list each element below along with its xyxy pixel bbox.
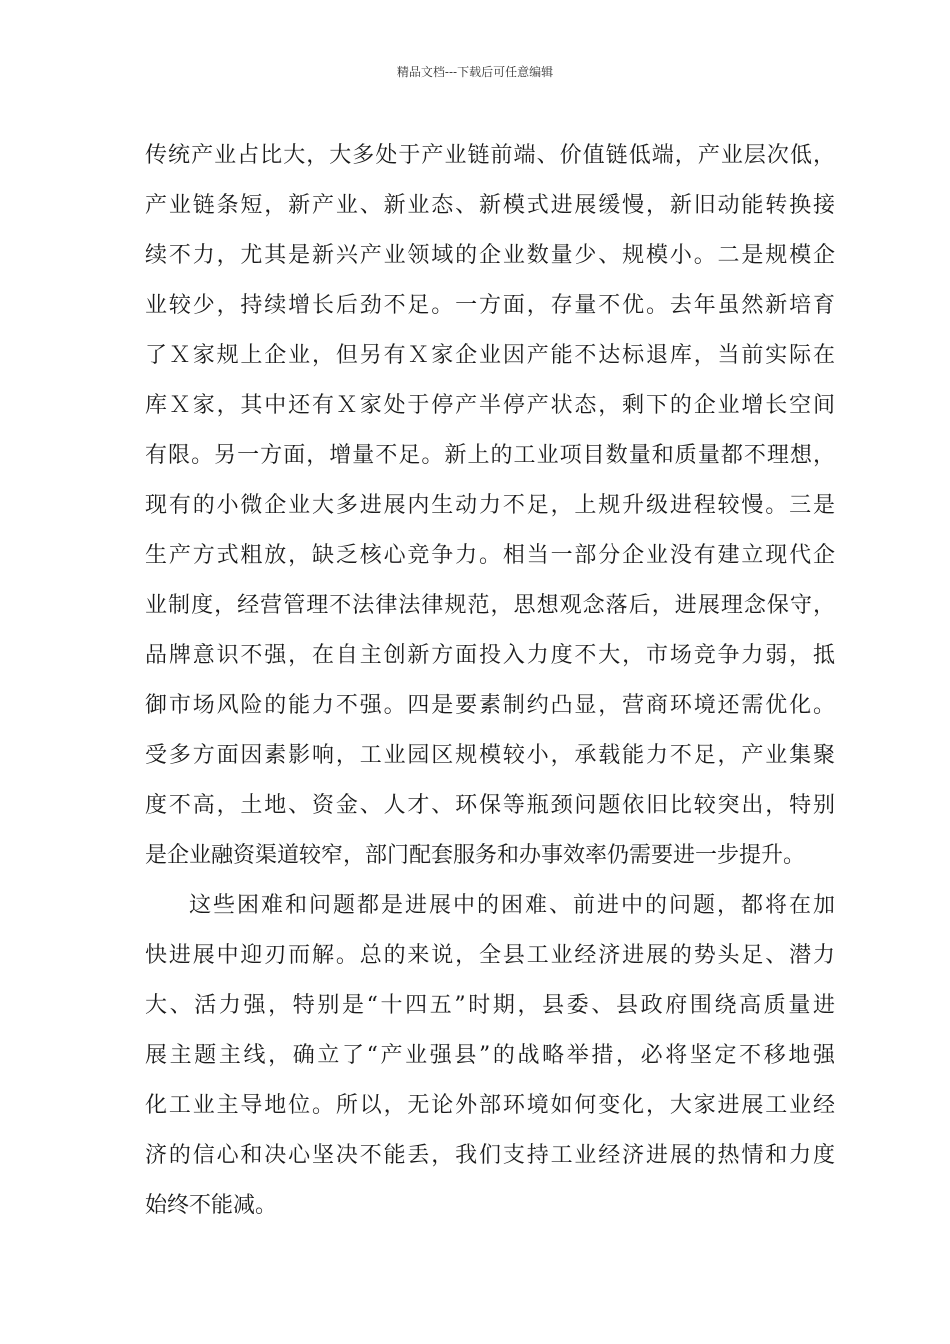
text-line: 业较少，持续增长后劲不足。一方面，存量不优。去年虽然新培育	[145, 293, 835, 318]
text-line: 御市场风险的能力不强。四是要素制约凸显，营商环境还需优化。	[145, 693, 835, 718]
text-line: 度不高，土地、资金、人才、环保等瓶颈问题依旧比较突出，特别	[145, 793, 835, 818]
text-line: 了Ｘ家规上企业，但另有Ｘ家企业因产能不达标退库，当前实际在	[145, 343, 835, 368]
text-line: 始终不能减。	[145, 1193, 278, 1218]
page-header: 精品文档---下载后可任意编辑	[396, 65, 554, 79]
text-line: 济的信心和决心坚决不能丢，我们支持工业经济进展的热情和力度	[145, 1143, 835, 1168]
text-line: 库Ｘ家，其中还有Ｘ家处于停产半停产状态，剩下的企业增长空间	[145, 393, 835, 418]
text-line: 品牌意识不强，在自主创新方面投入力度不大，市场竞争力弱，抵	[145, 643, 835, 668]
paragraph-2	[145, 881, 835, 1231]
text-line: 是企业融资渠道较窄，部门配套服务和办事效率仍需要进一步提升。	[145, 843, 806, 868]
text-line: 续不力，尤其是新兴产业领域的企业数量少、规模小。二是规模企	[145, 243, 835, 268]
text-line: 展主题主线，确立了“产业强县”的战略举措，必将坚定不移地强	[145, 1043, 835, 1068]
text-line: 这些困难和问题都是进展中的困难、前进中的问题，都将在加	[189, 893, 835, 918]
text-line: 生产方式粗放，缺乏核心竞争力。相当一部分企业没有建立现代企	[145, 543, 835, 568]
text-line: 业制度，经营管理不法律法律规范，思想观念落后，进展理念保守，	[145, 593, 835, 618]
text-line: 大、活力强，特别是“十四五”时期，县委、县政府围绕高质量进	[145, 993, 835, 1018]
text-line: 现有的小微企业大多进展内生动力不足，上规升级进程较慢。三是	[145, 493, 835, 518]
text-line: 传统产业占比大，大多处于产业链前端、价值链低端，产业层次低，	[145, 143, 835, 168]
paragraph-1	[145, 131, 835, 881]
text-line: 快进展中迎刃而解。总的来说，全县工业经济进展的势头足、潜力	[145, 943, 835, 968]
text-line: 化工业主导地位。所以，无论外部环境如何变化，大家进展工业经	[145, 1093, 835, 1118]
document-body	[145, 131, 835, 1231]
text-line: 有限。另一方面，增量不足。新上的工业项目数量和质量都不理想，	[145, 443, 835, 468]
text-line: 产业链条短，新产业、新业态、新模式进展缓慢，新旧动能转换接	[145, 193, 835, 218]
text-line: 受多方面因素影响，工业园区规模较小，承载能力不足，产业集聚	[145, 743, 835, 768]
